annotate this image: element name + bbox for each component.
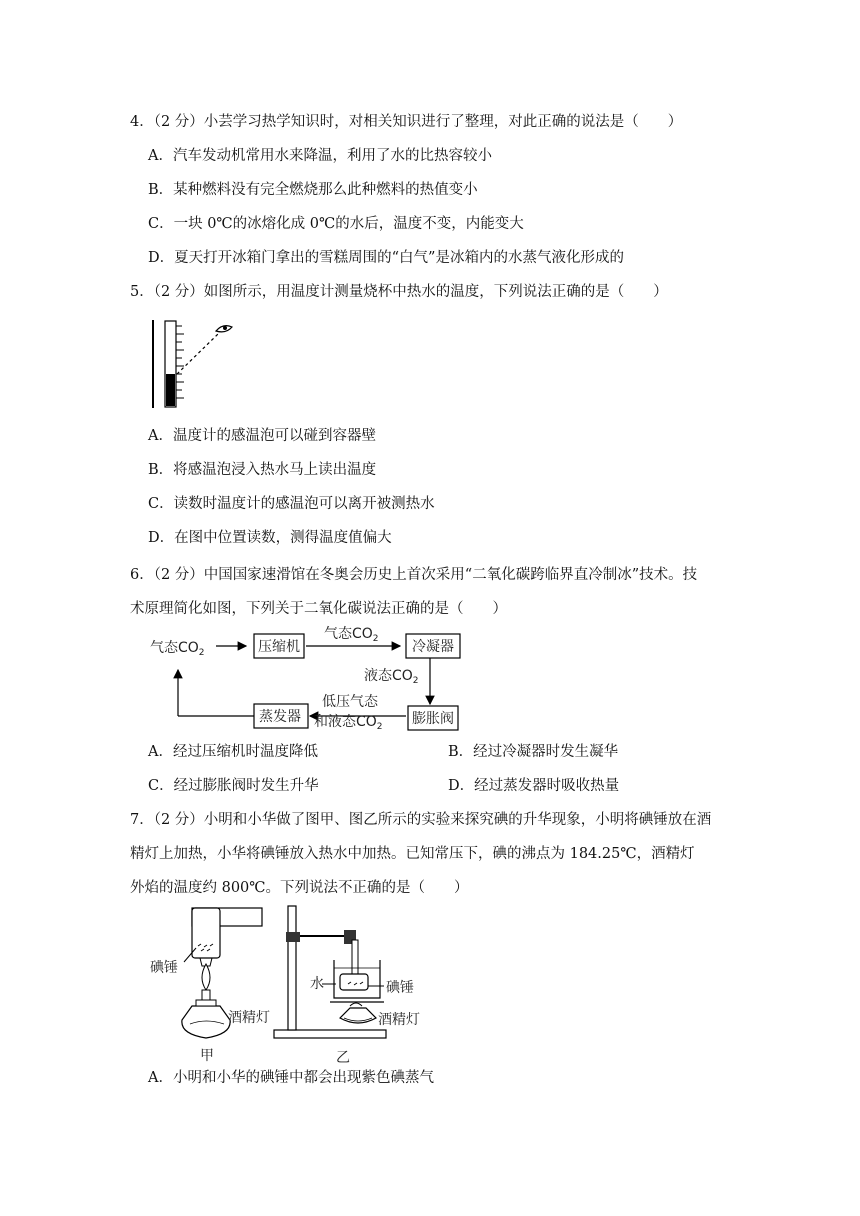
question-7-stem-line2: 精灯上加热，小华将碘锤放入热水中加热。已知常压下，碘的沸点为 184.25℃，酒精灯 <box>130 846 695 862</box>
question-5-option-d: D．在图中位置读数，测得温度值偏大 <box>148 530 392 546</box>
question-5-option-c: C．读数时温度计的感温泡可以离开被测热水 <box>148 496 435 512</box>
question-4-stem: 4．（2 分）小芸学习热学知识时，对相关知识进行了整理，对此正确的说法是（ ） <box>130 114 683 130</box>
question-5-option-a: A．温度计的感温泡可以碰到容器壁 <box>148 428 376 444</box>
lamp-label-left: 酒精灯 <box>228 1010 270 1026</box>
question-5-stem: 5．（2 分）如图所示，用温度计测量烧杯中热水的温度，下列说法正确的是（ ） <box>130 284 668 300</box>
caption-right: 乙 <box>336 1050 350 1066</box>
question-5-option-b: B．将感温泡浸入热水马上读出温度 <box>148 462 377 478</box>
question-6-option-a: A．经过压缩机时温度降低 <box>148 744 318 760</box>
iodine-experiment-figure <box>140 902 450 1068</box>
expansion-valve-label: 膨胀阀 <box>412 711 454 727</box>
co2-gas-label: 气态CO <box>150 640 199 656</box>
hammer-label-right: 碘锤 <box>386 980 414 996</box>
question-4-option-c: C．一块 0℃的冰熔化成 0℃的水后，温度不变，内能变大 <box>148 216 524 232</box>
thermometer-figure <box>150 318 240 410</box>
condenser-label: 冷凝器 <box>412 639 454 655</box>
water-label: 水 <box>310 976 324 992</box>
arrow1-label: 气态CO <box>324 626 373 642</box>
svg-text:气态CO2: 气态$CO_2$ <box>324 626 379 644</box>
mix-label-line1: 低压气态 <box>322 694 378 710</box>
evaporator-label: 蒸发器 <box>259 709 301 725</box>
svg-text:液态CO2: 液态$CO_2$ <box>364 668 419 686</box>
liquid-co2-label: 液态CO <box>364 668 413 684</box>
question-4-option-a: A．汽车发动机常用水来降温，利用了水的比热容较小 <box>148 148 492 164</box>
hammer-label-left: 碘锤 <box>150 960 178 976</box>
mix-label-line2: 和液态CO <box>314 714 377 730</box>
question-4-option-b: B．某种燃料没有完全燃烧那么此种燃料的热值变小 <box>148 182 478 198</box>
question-6-stem-line1: 6．（2 分）中国国家速滑馆在冬奥会历史上首次采用“二氧化碳跨临界直冷制冰”技术。技 <box>130 567 698 583</box>
question-7-stem-line1: 7．（2 分）小明和小华做了图甲、图乙所示的实验来探究碘的升华现象，小明将碘锤放在酒 <box>130 812 712 828</box>
co2-cycle-diagram <box>146 622 476 734</box>
co2-subscript: 2 <box>198 648 205 658</box>
question-6-option-d: D．经过蒸发器时吸收热量 <box>448 778 620 794</box>
question-6-stem-line2: 术原理简化如图，下列关于二氧化碳说法正确的是（ ） <box>130 601 507 617</box>
question-6-option-c: C．经过膨胀阀时发生升华 <box>148 778 319 794</box>
question-6-option-b: B．经过冷凝器时发生凝华 <box>448 744 619 760</box>
question-4-option-d: D．夏天打开冰箱门拿出的雪糕周围的“白气”是冰箱内的水蒸气液化形成的 <box>148 250 624 266</box>
question-7-option-a: A．小明和小华的碘锤中都会出现紫色碘蒸气 <box>148 1070 434 1086</box>
question-7-stem-line3: 外焰的温度约 800℃。下列说法不正确的是（ ） <box>130 880 469 896</box>
svg-text:和液态CO2: 和液态$CO_2$ <box>314 714 383 732</box>
lamp-label-right: 酒精灯 <box>378 1012 420 1028</box>
compressor-label: 压缩机 <box>258 639 300 655</box>
caption-left: 甲 <box>200 1048 214 1064</box>
svg-text:气态CO2 <box>150 640 205 658</box>
